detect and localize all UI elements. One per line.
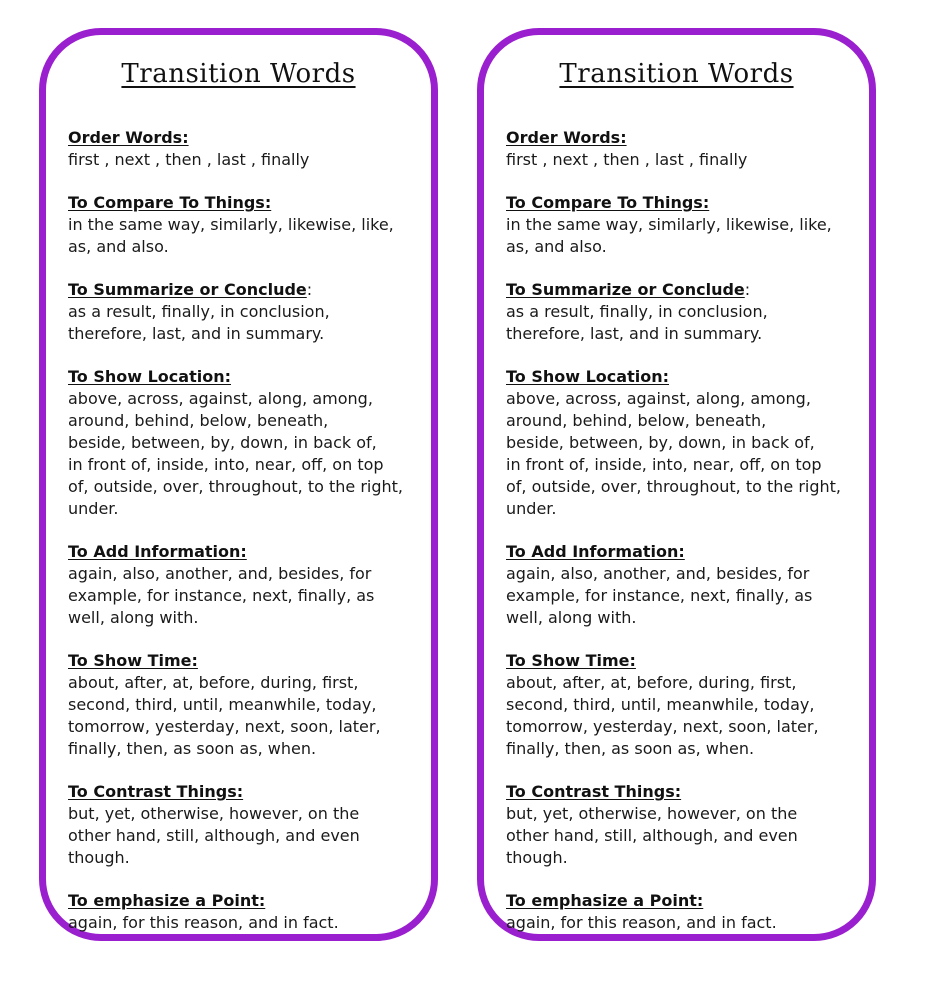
category-heading-row	[506, 541, 861, 563]
word-category	[506, 366, 861, 520]
category-heading: To Contrast Things:	[68, 782, 244, 801]
category-words-line: finally, then, as soon as, when.	[68, 739, 317, 758]
category-words-line: of, outside, over, throughout, to the right,	[68, 477, 404, 496]
category-words-line: second, third, until, meanwhile, today,	[506, 695, 815, 714]
bookmark-title-text: Transition Words	[559, 59, 794, 89]
bookmark-right	[477, 28, 876, 941]
category-heading-row	[68, 192, 423, 214]
word-category	[68, 541, 423, 629]
category-words-line: therefore, last, and in summary.	[506, 324, 763, 343]
category-heading-row	[68, 127, 423, 149]
category-words-line: though.	[68, 848, 130, 867]
category-words-line: other hand, still, although, and even	[506, 826, 798, 845]
category-heading-row	[506, 890, 861, 912]
category-words-line: in the same way, similarly, likewise, like,	[68, 215, 394, 234]
bookmark-left	[39, 28, 438, 941]
word-category	[68, 279, 423, 345]
category-words-line: again, also, another, and, besides, for	[68, 564, 372, 583]
category-words-line: again, for this reason, and in fact.	[68, 913, 339, 932]
category-words-line: beside, between, by, down, in back of,	[68, 433, 377, 452]
category-words-line: as a result, finally, in conclusion,	[506, 302, 768, 321]
category-words-line: as a result, finally, in conclusion,	[68, 302, 330, 321]
category-words-line: again, for this reason, and in fact.	[506, 913, 777, 932]
word-category	[506, 279, 861, 345]
category-words-line: above, across, against, along, among,	[68, 389, 373, 408]
category-words-line: around, behind, below, beneath,	[506, 411, 767, 430]
category-heading: To Contrast Things:	[506, 782, 682, 801]
category-heading: To Show Location:	[506, 367, 669, 386]
category-words-line: about, after, at, before, during, first,	[506, 673, 797, 692]
category-words-line: in front of, inside, into, near, off, on top	[68, 455, 384, 474]
category-heading: To Add Information:	[68, 542, 247, 561]
category-words-line: finally, then, as soon as, when.	[506, 739, 755, 758]
category-heading: To Show Time:	[506, 651, 636, 670]
category-heading-suffix: :	[306, 280, 313, 299]
word-category	[68, 781, 423, 869]
category-heading-row	[506, 192, 861, 214]
category-words-line: in front of, inside, into, near, off, on top	[506, 455, 822, 474]
category-words-line: tomorrow, yesterday, next, soon, later,	[68, 717, 381, 736]
category-words-line: but, yet, otherwise, however, on the	[68, 804, 360, 823]
category-heading-row	[506, 127, 861, 149]
bookmark-title	[484, 59, 869, 89]
category-heading: To Show Time:	[68, 651, 198, 670]
category-words-line: first , next , then , last , finally	[68, 150, 310, 169]
category-heading-row	[68, 279, 423, 301]
word-category	[506, 781, 861, 869]
category-heading-row	[68, 541, 423, 563]
word-category	[68, 366, 423, 520]
word-category	[68, 127, 423, 171]
category-words-line: under.	[68, 499, 119, 518]
section-list	[68, 127, 423, 955]
category-words-line: example, for instance, next, finally, as	[506, 586, 813, 605]
category-words-line: as, and also.	[68, 237, 169, 256]
category-words-line: in the same way, similarly, likewise, like,	[506, 215, 832, 234]
bookmark-title	[46, 59, 431, 89]
category-heading-row	[506, 279, 861, 301]
category-words-line: around, behind, below, beneath,	[68, 411, 329, 430]
bookmark-title-text: Transition Words	[121, 59, 356, 89]
category-heading: To Compare To Things:	[506, 193, 710, 212]
category-heading: To Summarize or Conclude	[506, 280, 745, 299]
category-heading-row	[506, 366, 861, 388]
word-category	[68, 192, 423, 258]
category-heading: To Add Information:	[506, 542, 685, 561]
category-heading-suffix: :	[744, 280, 751, 299]
category-words-line: therefore, last, and in summary.	[68, 324, 325, 343]
word-category	[506, 890, 861, 934]
word-category	[68, 890, 423, 934]
category-heading: Order Words:	[68, 128, 189, 147]
category-heading: Order Words:	[506, 128, 627, 147]
category-words-line: again, also, another, and, besides, for	[506, 564, 810, 583]
category-heading-row	[506, 781, 861, 803]
category-heading-row	[68, 890, 423, 912]
category-heading: To emphasize a Point:	[68, 891, 266, 910]
category-words-line: of, outside, over, throughout, to the right,	[506, 477, 842, 496]
category-words-line: as, and also.	[506, 237, 607, 256]
category-words-line: second, third, until, meanwhile, today,	[68, 695, 377, 714]
category-words-line: about, after, at, before, during, first,	[68, 673, 359, 692]
category-heading-row	[506, 650, 861, 672]
category-heading-row	[68, 366, 423, 388]
category-words-line: well, along with.	[68, 608, 199, 627]
category-words-line: example, for instance, next, finally, as	[68, 586, 375, 605]
category-words-line: above, across, against, along, among,	[506, 389, 811, 408]
word-category	[506, 192, 861, 258]
category-heading-row	[68, 781, 423, 803]
category-words-line: under.	[506, 499, 557, 518]
category-heading: To Compare To Things:	[68, 193, 272, 212]
word-category	[506, 650, 861, 760]
word-category	[506, 541, 861, 629]
category-words-line: but, yet, otherwise, however, on the	[506, 804, 798, 823]
category-words-line: first , next , then , last , finally	[506, 150, 748, 169]
word-category	[506, 127, 861, 171]
category-words-line: beside, between, by, down, in back of,	[506, 433, 815, 452]
word-category	[68, 650, 423, 760]
category-words-line: other hand, still, although, and even	[68, 826, 360, 845]
category-heading: To Show Location:	[68, 367, 231, 386]
category-words-line: tomorrow, yesterday, next, soon, later,	[506, 717, 819, 736]
category-words-line: though.	[506, 848, 568, 867]
category-words-line: well, along with.	[506, 608, 637, 627]
category-heading-row	[68, 650, 423, 672]
category-heading: To emphasize a Point:	[506, 891, 704, 910]
section-list	[506, 127, 861, 955]
category-heading: To Summarize or Conclude	[68, 280, 307, 299]
